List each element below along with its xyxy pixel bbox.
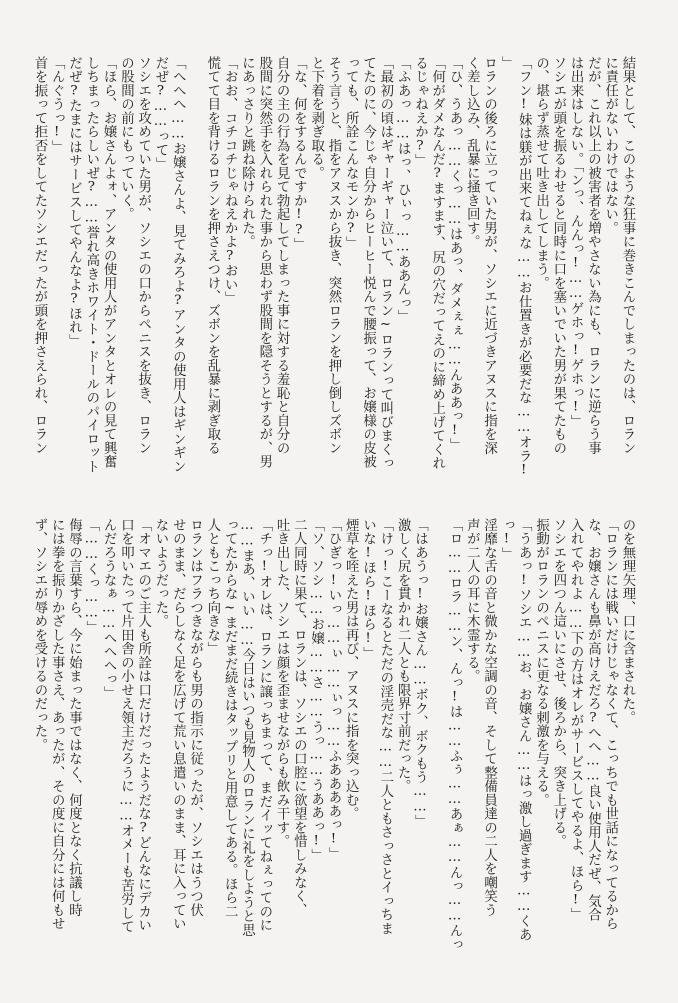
- text-line: の股間の前にもっていく。: [118, 56, 134, 221]
- text-line: ず、ソシエが辱めを受けるのだった。: [31, 518, 47, 752]
- text-line: 振動がロランのペニスに更なる刺激を与える。: [533, 518, 549, 807]
- text-line: 淫靡な舌の音と微かな空調の音、そして整備員達の二人を嘲笑う: [481, 518, 497, 917]
- text-line: せのまま、だらしなく足を広げて荒い息遣いのまま、耳に入ってい: [170, 518, 186, 931]
- text-line: 「おお、コチコチじゃねえかよ?おい」: [222, 56, 238, 306]
- text-line: [186, 56, 203, 466]
- text-line: 「けっ!こーなるとただの淫売だな……二人ともさっさとイっちま: [377, 518, 393, 936]
- text-line: のを無理矢理、口に含まされた。: [620, 518, 635, 725]
- text-line: そう言うと、指をアヌスから抜き、突然ロランを押し倒しズボン: [325, 56, 341, 455]
- text-block-top: [31, 56, 636, 479]
- text-line: 吐き出した、ソシエは顔を歪ませながらも飲み干す。: [274, 518, 290, 848]
- text-line: しちまったらしいぜ?……誉れ高きホワイト・ドールのパイロット: [83, 56, 99, 474]
- text-line: [428, 518, 445, 928]
- text-line: 「ロ……ロラ……ン、んっ!は……ふぅ……あぁ……んっ……んっ: [447, 518, 463, 952]
- text-line: 」: [498, 56, 514, 70]
- text-line: だが、これ以上の被害者を増やさない為にも、ロランに逆らう事: [585, 56, 601, 455]
- text-line: ないようだった。: [152, 518, 168, 628]
- text-line: 「ふあっ……はっ、ひぃっ……ああんっ」: [395, 56, 411, 324]
- text-line: と下着を剥ぎ取る。: [308, 56, 324, 180]
- text-line: だぜ?たまにはサービスしてやんなよ?ほれ」: [66, 56, 82, 348]
- text-line: 「……くっ……」: [83, 518, 99, 635]
- text-line: 「ほら、お嬢さんよォ、アンタの使用人がアンタとオレの見て興奮: [101, 56, 117, 469]
- text-line: な、お嬢さんも鼻が高けえだろ?へへ……良い使用人だぜ、気合: [585, 518, 601, 922]
- text-line: は出来はしない。「ンっ、んんっ!……ゲホっ!ゲホっ!」: [568, 56, 584, 429]
- text-line: てたのに、今じゃ自分からヒーヒー悦んで腰振って、お嬢様の皮被: [360, 56, 376, 469]
- text-line: 結果として、このような狂事に巻きこんでしまったのは、ロラン: [620, 56, 635, 455]
- text-line: ソシエを攻めていた男が、ソシエの口からペニスを抜き、ロラン: [135, 56, 151, 455]
- text-line: っ!」: [498, 518, 514, 561]
- text-line: 入れてやれよ……下の方はオレがサービスしてやるよ、ほら!」: [568, 518, 584, 922]
- text-line: 「チっ!オレは、ロランに譲っちまって、まだイッてねぇってのに: [256, 518, 272, 933]
- text-line: ってたからな~まだまだ続きはタップリと用意してある。ほら二: [222, 518, 238, 919]
- text-line: ソシエを四つん這いにさせ、後ろから、突き上げる。: [550, 518, 566, 848]
- text-line: 口を叩いたって片田舎の小せえ領主だろうに……オメーも苦労して: [118, 518, 134, 934]
- text-line: 侮辱の言葉すら、今に始まった事ではなく、何度となく抗議し時: [66, 518, 82, 917]
- text-line: っても、所詮こんなモンか?」: [343, 56, 359, 251]
- text-line: 慌てて目を背けるロランを押さえつけ、ズボンを乱暴に剥ぎ取る: [204, 56, 220, 455]
- text-line: 声が二人の耳に木霊する。: [464, 518, 480, 683]
- text-line: には拳を振りかざした事さえ、あったが、その度に自分には何もせ: [49, 518, 65, 931]
- text-line: 「な、何をするんですか!?」: [291, 56, 307, 252]
- text-line: 「ロランには戦いだけじゃなくて、こっちでも世話になってるから: [602, 518, 618, 931]
- text-line: に責任がないわけではない。: [602, 56, 618, 235]
- text-line: 二人同時に果て、ロランは、ソシエの口腔に欲望を惜しみなく、: [291, 518, 307, 917]
- text-line: ソシエが頭を振るわせると同時に口を塞いでいた男が果てたもの: [550, 56, 566, 455]
- text-line: 煙草を咥えた男は再び、アヌスに指を突っ込む。: [343, 518, 359, 821]
- text-line: 激しく尻を貫かれ二人とも限界寸前だった。: [395, 518, 411, 793]
- text-line: 「何がダメなんだ?ますます、尻の穴だってえのに締め上げてくれ: [429, 56, 445, 471]
- text-line: にあっさりと跳ね除けられた。: [239, 56, 255, 249]
- text-line: 股間に突然手を入れられた事から思わず股間を隠そうとするが、男: [256, 56, 272, 469]
- text-line: 人ともこっち向きな」: [204, 518, 220, 656]
- text-line: の、堪らず蒸せて吐き出してしまう。: [533, 56, 549, 290]
- text-line: いな!ほら!ほら!」: [360, 518, 376, 661]
- text-line: るじゃねえか?」: [412, 56, 428, 168]
- text-line: 「フン!妹は躾が出来てねぇな……お仕置きが必要だな……オラ!: [516, 56, 532, 479]
- text-line: ……まあ、いい……今日はいつも見物人のロランに礼をしようと思: [239, 518, 255, 937]
- text-line: 「最初の頃はギャーギャー泣いて、ロラン~ロランって叫びまくっ: [377, 56, 393, 471]
- text-line: 「うあっ!ソシエ……お、お嬢さん……はっ激し過ぎます……くあ: [516, 518, 532, 942]
- text-line: だぜ?……って」: [152, 56, 168, 171]
- text-line: んだろうなぁ……へへへっ」: [101, 518, 117, 700]
- text-line: 自分の主の行為を見て勃起してしまった事に対する羞恥と自分の: [274, 56, 290, 455]
- text-line: 「ひ、うあっ……くっ……はあっ、ダメぇぇ……んああっ!」: [447, 56, 463, 453]
- text-line: 首を振って拒否をしてたソシエだったが頭を押さえられ、ロラン: [31, 56, 47, 455]
- text-line: ロランはフラつきながらも男の指示に従ったが、ソシエはうつ伏: [187, 518, 203, 917]
- text-line: 「はあうっ!お嬢さん……ボク、ボクもう……」: [412, 518, 428, 829]
- text-line: く差し込み、乱暴に掻き回す。: [464, 56, 480, 249]
- text-line: 「へへへ……お嬢さんよ、見てみろよ?アンタの使用人はギンギン: [170, 56, 186, 474]
- text-line: 「オマエのご主人も所詮は口だけだったようだな?どんなにデカい: [135, 518, 151, 933]
- text-block-bottom: [31, 518, 636, 952]
- text-line: 「ソ、ソシ……お嬢……さ……うっ……うああっ!」: [308, 518, 324, 863]
- text-line: 「んぐうっ!」: [49, 56, 65, 154]
- text-line: 「ひぎっ!いっ……ぃ……ぃっ……ふああああっ!」: [325, 518, 341, 861]
- text-line: ロランの後ろに立っていた男が、ソシエに近づきアヌスに指を深: [481, 56, 497, 455]
